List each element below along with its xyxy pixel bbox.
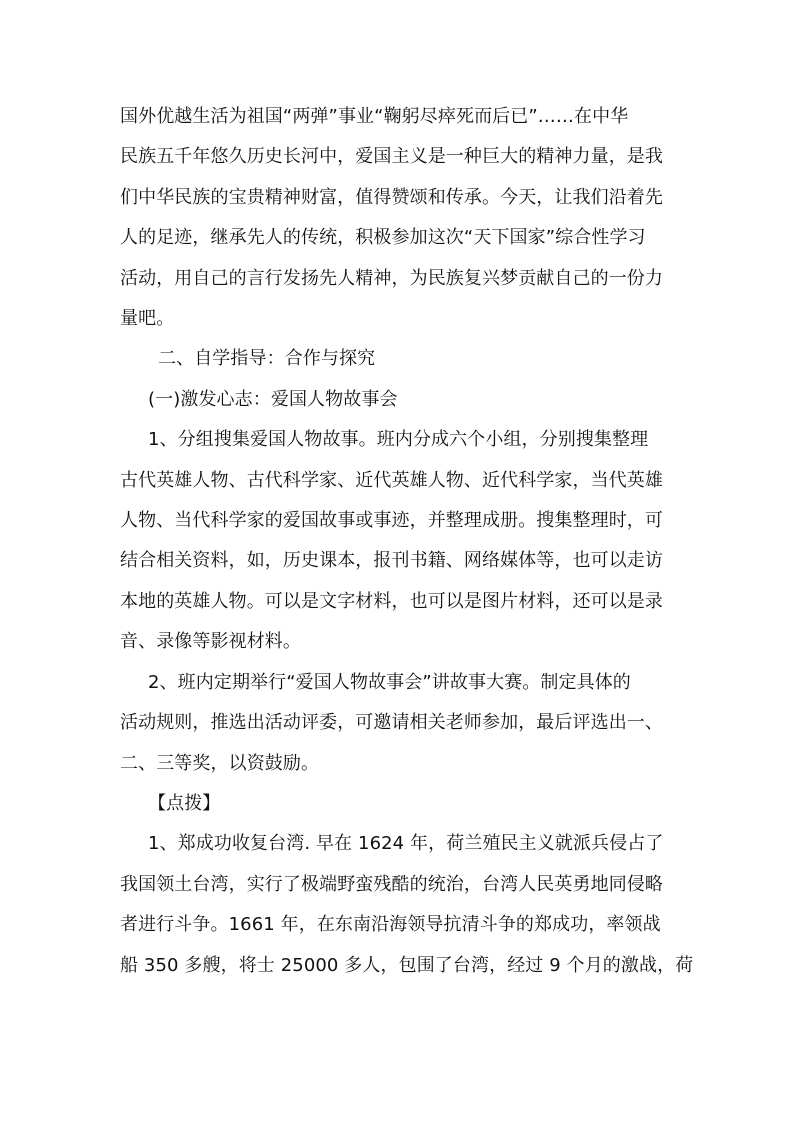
text-line: 我国领土台湾，实行了极端野蛮残酷的统治，台湾人民英勇地同侵略: [120, 873, 663, 895]
text-line: 量吧。: [120, 308, 175, 330]
text-line: 人物、当代科学家的爱国故事或事迹，并整理成册。搜集整理时，可: [120, 510, 663, 532]
text-line: 船 350 多艘，将士 25000 多人，包围了台湾，经过 9 个月的激战，荷: [120, 954, 694, 976]
callout-heading: 【点拨】: [148, 792, 221, 814]
text-line: 音、录像等影视材料。: [120, 631, 301, 653]
text-line: 结合相关资料，如，历史课本，报刊书籍、网络媒体等，也可以走访: [120, 550, 663, 572]
text-line: 1、分组搜集爱国人物故事。班内分成六个小组，分别搜集整理: [148, 429, 649, 451]
text-line: 本地的英雄人物。可以是文字材料，也可以是图片材料，还可以是录: [120, 590, 663, 612]
text-line: 2、班内定期举行“爱国人物故事会”讲故事大赛。制定具体的: [148, 671, 631, 693]
text-line: 活动，用自己的言行发扬先人精神，为民族复兴梦贡献自己的一份力: [120, 267, 663, 289]
text-line: 者进行斗争。1661 年，在东南沿海领导抗清斗争的郑成功，率领战: [120, 914, 661, 936]
text-line: 民族五千年悠久历史长河中，爱国主义是一种巨大的精神力量，是我: [120, 146, 663, 168]
text-line: 1、郑成功收复台湾. 早在 1624 年，荷兰殖民主义就派兵侵占了: [148, 833, 664, 855]
section-heading: 二、自学指导：合作与探究: [158, 348, 376, 370]
document-body: [120, 97, 700, 986]
subsection-heading: (一)激发心志：爱国人物故事会: [148, 388, 398, 410]
text-line: 二、三等奖，以资鼓励。: [120, 752, 320, 774]
text-line: 活动规则，推选出活动评委，可邀请相关老师参加，最后评选出一、: [120, 712, 663, 734]
text-line: 人的足迹，继承先人的传统，积极参加这次“天下国家”综合性学习: [120, 227, 646, 249]
text-line: 们中华民族的宝贵精神财富，值得赞颂和传承。今天，让我们沿着先: [120, 186, 663, 208]
text-line: 国外优越生活为祖国“两弹”事业“鞠躬尽瘁死而后已”……在中华: [120, 106, 629, 127]
text-line: 古代英雄人物、古代科学家、近代英雄人物、近代科学家，当代英雄: [120, 469, 663, 491]
